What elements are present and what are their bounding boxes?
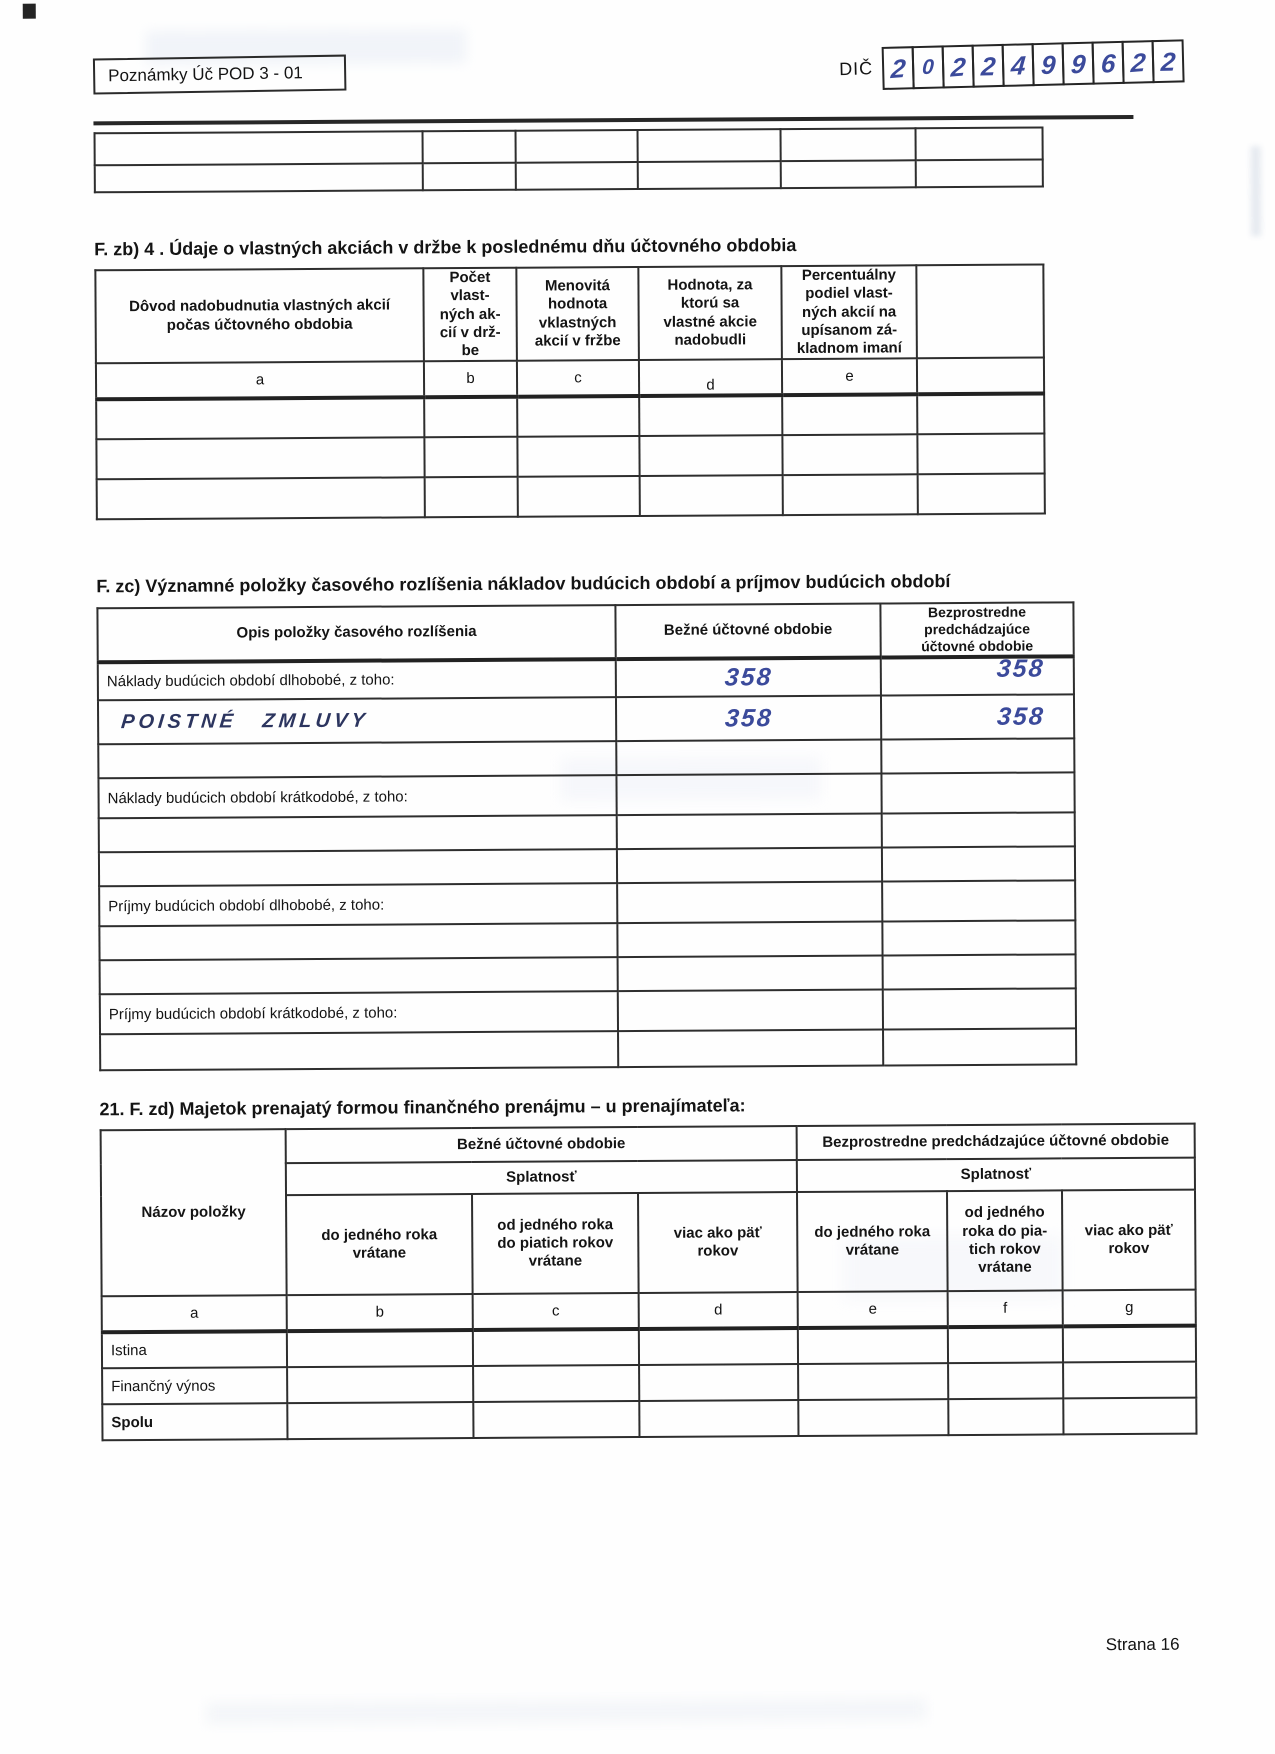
fzc-value-current: 358	[616, 696, 881, 742]
fzb-table	[94, 264, 1046, 521]
table-row	[96, 434, 1044, 480]
dic-digit: 6	[1099, 47, 1117, 78]
fzb-header-row	[95, 265, 1044, 364]
fzd-row-label: Spolu	[102, 1403, 287, 1440]
column-letter: c	[517, 360, 639, 397]
form-id-box: Poznámky Úč POD 3 - 01	[93, 55, 347, 95]
fzb-header-d: Hodnota, za ktorú sa vlastné akcie nadobudli	[638, 266, 782, 360]
fzc-table	[96, 601, 1077, 1071]
fzd-group-current: Bežné účtovné obdobie	[286, 1126, 797, 1163]
fzd-subheader: do jedného roka vrátane	[797, 1191, 948, 1292]
dic-digit: 2	[1129, 46, 1147, 78]
column-letter: d	[639, 360, 782, 397]
thick-separator-line	[93, 115, 1133, 125]
fzd-subheader: do jedného roka vrátane	[286, 1194, 473, 1295]
column-letter: f	[948, 1290, 1063, 1327]
fzd-row-spolu	[102, 1398, 1196, 1441]
fzc-header-current: Bežné účtovné obdobie	[615, 604, 880, 660]
dic-digit: 4	[1009, 49, 1027, 81]
dic-digit: 9	[1039, 49, 1057, 80]
column-letter: e	[782, 359, 917, 396]
column-letter: c	[473, 1293, 639, 1330]
fzb-header-a: Dôvod nadobudnutia vlastných akcií počas účtovného obdobia	[95, 268, 424, 363]
fzd-row-label: Finančný výnos	[102, 1367, 287, 1404]
fzd-subheader: od jedného roka do piatich rokov vrátane	[472, 1193, 639, 1294]
column-letter: a	[96, 362, 424, 400]
fzc-row	[100, 1029, 1076, 1071]
dic-digit: 2	[979, 50, 997, 82]
dic-field	[839, 39, 1185, 91]
dic-digit: 2	[1159, 46, 1177, 77]
dic-label: DIČ	[838, 58, 874, 80]
fzd-name-col-header: Názov položky	[101, 1129, 287, 1296]
dic-digit: 2	[949, 50, 967, 83]
dic-digit: 0	[921, 55, 935, 79]
fzc-value-current: 358	[616, 658, 881, 698]
empty-continuation-table	[94, 127, 1044, 194]
fzd-row-label: Istina	[102, 1331, 287, 1368]
section-title-fzd: 21. F. zd) Majetok prenajatý formou finančného prenájmu – u prenajímateľa:	[99, 1095, 746, 1120]
fzc-row	[98, 695, 1074, 745]
fzb-header-b: Počet vlast- ných ak- cií v drž- be	[423, 268, 517, 362]
column-letter: b	[287, 1294, 473, 1331]
empty-cell	[95, 163, 423, 192]
fzc-row	[100, 989, 1076, 1035]
scan-artifact	[1251, 146, 1262, 236]
fzc-header-previous: Bezprostredne predchádzajúce účtovné obdobie	[880, 602, 1073, 657]
fzd-table	[100, 1123, 1198, 1442]
empty-cell	[917, 358, 1044, 395]
dic-digit: 2	[889, 52, 907, 84]
column-letter: a	[102, 1295, 287, 1332]
column-letter: e	[798, 1291, 948, 1328]
fzc-row-label: Náklady budúcich období krátkodobé, z toho:	[98, 775, 616, 818]
page-number: Strana 16	[1105, 1634, 1180, 1655]
dic-digit: 9	[1069, 47, 1087, 80]
scan-artifact	[23, 4, 36, 19]
empty-cell	[916, 265, 1044, 359]
fzb-header-c: Menovitá hodnota vklastných akcií v fržbe	[516, 267, 639, 361]
fzd-maturity-label: Splatnosť	[286, 1160, 797, 1195]
table-row	[97, 474, 1045, 520]
fzd-subheader: od jedného roka do pia- tich rokov vrátane	[947, 1190, 1063, 1291]
fzc-value-previous: 358	[881, 657, 1074, 696]
empty-cell	[95, 131, 423, 165]
fzd-maturity-label: Splatnosť	[797, 1158, 1195, 1192]
fzc-value-previous: 358	[881, 695, 1074, 740]
fzc-row-label-handwritten: POISTNÉ ZMLUVY	[98, 697, 616, 744]
fzb-header-e: Percentuálny podiel vlast- ných akcií na upísanom zá- kladnom imaní	[781, 265, 917, 359]
fzc-row	[99, 881, 1075, 927]
fzd-subheader: viac ako päť rokov	[1062, 1190, 1196, 1291]
fzc-row	[98, 773, 1074, 819]
section-title-fzc: F. zc) Významné položky časového rozlíšenia nákladov budúcich období a príjmov budúcich období	[96, 571, 951, 597]
fzc-row-label: Príjmy budúcich období dlhobobé, z toho:	[99, 883, 617, 926]
column-letter: g	[1063, 1290, 1196, 1327]
fzc-header-description: Opis položky časového rozlíšenia	[97, 605, 615, 662]
fzb-letter-row	[96, 358, 1044, 400]
fzc-row-label: Príjmy budúcich období krátkodobé, z toho:	[100, 991, 618, 1034]
section-title-fzb: F. zb) 4 . Údaje o vlastných akciách v držbe k poslednému dňu účtovného obdobia	[94, 235, 797, 260]
column-letter: b	[424, 361, 517, 398]
fzd-subheader: viac ako päť rokov	[638, 1192, 798, 1293]
fzc-row-label: Náklady budúcich období dlhobobé, z toho:	[98, 659, 616, 700]
dic-boxes	[882, 39, 1185, 90]
table-row	[95, 160, 1043, 193]
fzc-row	[98, 657, 1074, 701]
fzc-header-row	[97, 602, 1073, 662]
scan-artifact	[206, 1698, 926, 1724]
table-row	[96, 394, 1044, 440]
fzd-group-previous: Bezprostredne predchádzajúce účtovné obdobie	[797, 1124, 1195, 1160]
column-letter: d	[639, 1292, 798, 1329]
